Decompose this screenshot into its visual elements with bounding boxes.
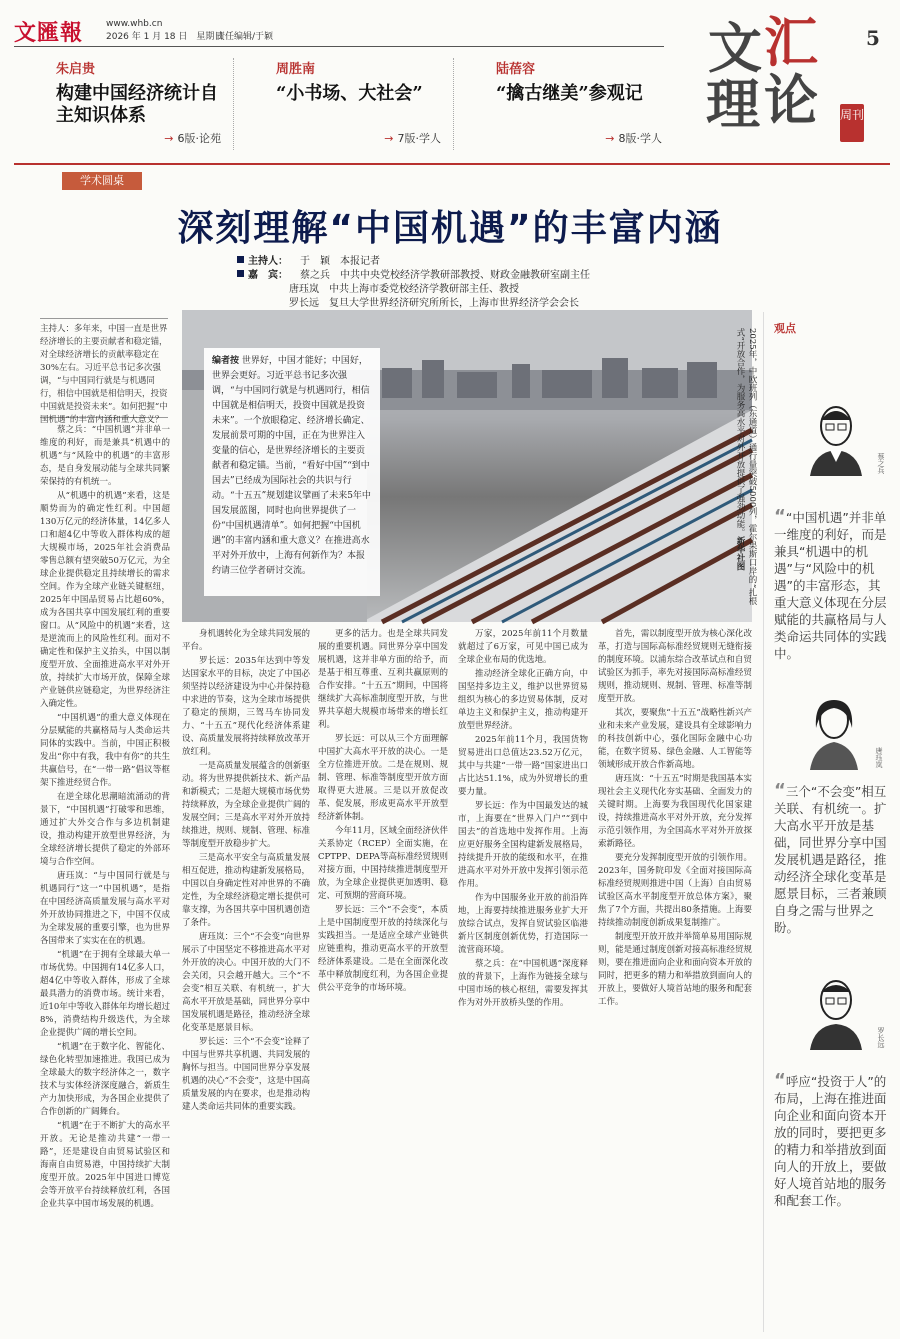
quote-mark-icon: “ <box>774 1070 786 1091</box>
pull-quote: “三个“不会变”相互关联、有机统一。扩大高水平开放是基础，同世界分享中国发展机遇是路径，推动经济全球化变革是愿景目标，三者兼顾自身之需与世界之盼。 <box>774 780 887 935</box>
masthead-meta <box>106 18 274 44</box>
masthead <box>14 10 694 50</box>
teaser-title[interactable]: 构建中国经济统计自主知识体系 <box>56 83 218 126</box>
paragraph: 罗长远：2035年达到中等发达国家水平的目标，决定了中国必须坚持以经济建设为中心并保持稳中求进的节奏，这为全球市场提供了稳定的预期，三驾马车协同发力、“十五五”现代化经济体系建设、高质量发展将持续释放改革开放红利。 <box>182 656 310 757</box>
guest-row: 嘉 宾： 蔡之兵 中共中央党校经济学教研部教授、财政金融教研室副主任 <box>237 269 737 283</box>
article-column-1 <box>40 424 170 1332</box>
portrait-cai <box>804 398 885 476</box>
square-bullet-icon <box>237 256 244 263</box>
page-headline: 深刻理解“中国机遇”的丰富内涵 <box>177 208 723 249</box>
newspaper-logo: 文匯報 <box>14 20 84 46</box>
section-tag: 学术圆桌 <box>62 172 142 190</box>
opinion-sidebar <box>763 312 889 1332</box>
teaser-page-ref[interactable]: → 6版·论苑 <box>164 132 221 145</box>
teaser-author: 周胜南 <box>276 62 316 77</box>
paragraph: 三是高水平安全与高质量发展相互促进，推动构建新发展格局，中国以自身确定性对冲世界的不确定性，为全球经济稳定增长提供可靠支撑，为各国共享中国机遇创造了条件。 <box>182 853 310 928</box>
section-rule <box>14 163 890 165</box>
paragraph: 罗长远：三个“不会变”，本质上是中国制度型开放的持续深化与实践担当。一是适应全球产业链供应链重构，推动更高水平的开放型经济体系建设。二是在全面深化改革中释放制度红利，为各国企业提供公平竞争的市场环境。 <box>318 905 448 993</box>
teaser-title[interactable]: “擒古继美”参观记 <box>496 83 643 104</box>
teaser-strip <box>14 58 684 150</box>
arrow-right-icon: → <box>605 132 615 145</box>
paragraph: 罗长远：作为中国最发达的城市，上海要在“世界入门户”“到中国去”的首选地中发挥作用。上海应更好服务全国构建新发展格局，持续提升开放的能级和水平，在推进高水平对外开放中发挥引领示范作用。 <box>458 801 588 889</box>
teaser-item[interactable] <box>234 58 454 150</box>
article-column-2 <box>182 628 310 1332</box>
site-url[interactable]: www.whb.cn <box>106 19 163 29</box>
paragraph: 推动经济全球化正确方向，中国坚持多边主义，维护以世界贸易组织为核心的多边贸易体制，反对单边主义和保护主义，推动构建开放型世界经济。 <box>458 669 588 731</box>
paragraph: 唐珏岚：“十五五”时期是我国基本实现社会主义现代化夯实基础、全面发力的关键时期。上海要为我国现代化国家建设，持续推进高水平对外开放，充分发挥示范引领作用，为全国高水平对外开放探索新路径。 <box>598 774 752 849</box>
host-row: 主持人： 于 颖 本报记者 <box>237 255 737 269</box>
person-sketch-icon <box>804 972 868 1050</box>
photo-credit: 新华社图 <box>735 536 745 571</box>
paragraph: 要充分发挥制度型开放的引领作用。2023年，国务院印发《全面对接国际高标准经贸规则推进中国（上海）自由贸易试验区高水平制度型开放总体方案》，聚焦了7个方面，共提出80条措施。上海要持续推动制度创新成果复制推广。 <box>598 853 752 928</box>
brand-char: 汇 <box>764 10 818 74</box>
guest-row <box>237 283 737 297</box>
paragraph: 唐珏岚：“与中国同行就是与机遇同行”这一“中国机遇”，是指在中国经济高质量发展与高水平对外开放协同推进之下，中国不仅成为全球发展的重要引擎，也为世界各国带来了实实在在的机遇。 <box>40 871 170 946</box>
page-number: 5 <box>866 26 880 50</box>
paragraph: 万家，2025年前11个月数量就超过了6万家，可见中国已成为全球企业布局的优选地。 <box>458 629 588 665</box>
teaser-page-ref[interactable]: → 7版·学人 <box>384 132 441 145</box>
quote-mark-icon: “ <box>774 506 786 527</box>
sidebar-label: 观点 <box>774 322 796 335</box>
hosts-block <box>237 255 737 311</box>
brand-char: 理 <box>706 72 760 136</box>
teaser-item[interactable] <box>14 58 234 150</box>
paragraph: 作为中国服务业开放的前沿阵地，上海要持续推进服务业扩大开放综合试点，发挥自贸试验区临港新片区制度创新优势，打造国际一流营商环境。 <box>458 893 588 955</box>
paragraph: 一是高质量发展蕴含的创新驱动。将为世界提供新技术、新产品和新模式；二是超大规模市场优势持续释放，为全球企业提供广阔的发展空间；三是高水平对外开放持续推进，规则、规制、管理、标准等制度型开放稳步扩大。 <box>182 761 310 849</box>
brand-char: 文 <box>708 16 762 80</box>
article-column-5 <box>598 628 752 1332</box>
paragraph: 蔡之兵：“中国机遇”并非单一维度的利好，而是兼具“机遇中的机遇”与“风险中的机遇”的丰富形态，是自身发展动能与全球共同繁荣保持的有机统一。 <box>40 425 170 487</box>
arrow-right-icon: → <box>164 132 174 145</box>
paragraph: “中国机遇”的重大意义体现在分层赋能的共赢格局与人类命运共同体的实践中。当前，中国正积极发出“你中有我，我中有你”的共生共赢信号，在“一带一路”倡议等框架下推进经贸合作。 <box>40 713 170 788</box>
paragraph: 从“机遇中的机遇”来看，这是顺势而为的确定性红利。中国超130万亿元的经济体量，14亿多人口和超4亿中等收入群体构成的超大规模市场，2025年社会消费品零售总额有望突破50万亿元，为全球企业提供稳定且持续增长的需求空间。作为全球产业链关键枢纽，2025年中国品贸易占比超60%，成为各国共享中国发展红利的重要窗口。从“风险中的机遇”来看，这是逆流而上的风险性红利。面对不确定性和保护主义抬头，中国以制度型开放、全面推进高水平对外开放，持续扩大市场开放，保障全球产业链供应链稳定，为世界经济注入确定性。 <box>40 491 170 709</box>
photo-caption: 2025年，中欧班列（东通道）通行量突破5000列，霍尔果斯口岸的“扎根式”开放合作，为服务高水平对外开放提供了强劲动能。新华社图 <box>735 328 757 606</box>
teaser-page-ref[interactable]: → 8版·学人 <box>605 132 662 145</box>
portrait-name: 唐珏岚 <box>875 747 883 768</box>
editor-credit: 责任编辑/于颖 <box>216 32 274 42</box>
paragraph: “机遇”在于数字化、智能化、绿色化转型加速推进。我国已成为全球最大的数字经济体之一，数字技术与实体经济深度融合，新质生产力加快形成，为各国企业提供了合作创新的广阔舞台。 <box>40 1042 170 1117</box>
paragraph: 在逆全球化思潮暗流涌动的背景下，“中国机遇”打破零和思维，通过扩大外交合作与多边机制建设，推动构建开放型世界经济，为全球经济增长提供了稳定的外部环境与合作空间。 <box>40 792 170 867</box>
quote-mark-icon: “ <box>774 780 786 801</box>
portrait-name: 罗长远 <box>877 1027 885 1048</box>
paragraph: 首先，需以制度型开放为核心深化改革，打造与国际高标准经贸规则无缝衔接的制度环境。以浦东综合改革试点和自贸试验区为抓手，率先对接国际高标准经贸规则，推动规则、规制、管理、标准等制度型开放。 <box>598 629 752 704</box>
article-column-3 <box>318 628 448 1332</box>
teaser-author: 陆蓓容 <box>496 62 536 77</box>
portrait-tang <box>802 692 883 770</box>
paragraph: 罗长远：三个“不会变”诠释了中国与世界共享机遇、共同发展的胸怀与担当。中国同世界分享发展机遇的决心“不会变”，这是中国高质量发展的内在要求，也是推动构建人类命运共同体的重要实践。 <box>182 1037 310 1112</box>
paragraph: 蔡之兵：在“中国机遇”深度释放的背景下，上海作为链接全球与中国市场的核心枢纽，需要发挥其作为对外开放桥头堡的作用。 <box>458 959 588 1008</box>
brand-char: 论 <box>764 68 818 132</box>
arrow-right-icon: → <box>384 132 394 145</box>
person-sketch-icon <box>804 398 868 476</box>
guest-entry: 蔡之兵 中共中央党校经济学教研部教授、财政金融教研室副主任 <box>300 270 590 281</box>
teaser-title[interactable]: “小书场、大社会” <box>276 83 423 104</box>
editor-note-text: 世界好，中国才能好；中国好，世界会更好。习近平总书记多次强调，“与中国同行就是与机遇同行，相信中国就是相信明天，投资中国就是投资未来”。一个放眼稳定、经济增长确定、发展前景可期的中国，正在为世界注入变量的信心，是世界经济增长的主要贡献者和稳定锚。当前，“看好中国”“到中国去”已经成为国际社会的共识与行动。“十五五”规划建议擘画了未来5年中国发展蓝图，同时也向世界提供了一份“中国机遇清单”。如何把握“中国机遇”的丰富内涵和重大意义？在推进高水平对外开放中，上海有何新作为？本报约请三位学者研讨交流。 <box>212 356 371 576</box>
paragraph: 身机遇转化为全球共同发展的平台。 <box>182 629 310 652</box>
person-sketch-icon <box>802 692 866 770</box>
guest-row <box>237 297 737 311</box>
article-column-4 <box>458 628 588 1332</box>
paragraph: 制度型开放开放并举简单易用国际规则，能是通过制度创新对接高标准经贸规则，要在推进面向企业和面向资本开放的同时，把更多的精力和举措放到面向人的开放上，要做好人境首站地的服务和配套工作。 <box>598 932 752 1007</box>
paragraph: 唐珏岚：三个“不会变”向世界展示了中国坚定不移推进高水平对外开放的决心。中国开放的大门不会关闭，只会越开越大。三个“不会变”相互关联、有机统一，扩大高水平开放是基础，同世界分享中国发展机遇是路径，推动经济全球化变革是愿景目标。 <box>182 932 310 1033</box>
editor-note-label: 编者按 <box>212 356 240 366</box>
portrait-name: 蔡之兵 <box>877 453 885 474</box>
weekly-badge: 周刊 <box>840 104 864 142</box>
issue-date: 2026 年 1 月 18 日 星期日 <box>106 32 224 42</box>
editor-note <box>204 348 380 596</box>
paragraph: 罗长远：可以从三个方面理解中国扩大高水平开放的决心。一是全方位推进开放。二是在规则、规制、管理、标准等制度型开放方面取得更大进展。三是以开放促改革、促发展，形成更高水平开放型经济新体制。 <box>318 734 448 822</box>
teaser-item[interactable] <box>454 58 674 150</box>
teaser-author: 朱启贵 <box>56 62 96 77</box>
paragraph: 更多的活力。也是全球共同发展的重要机遇。同世界分享中国发展机遇，这并非单方面的给予，而是基于相互尊重、互利共赢原则的合作安排。“十五五”期间，中国将继续扩大高标准制度型开放，与世界共享超大规模市场带来的增长红利。 <box>318 629 448 730</box>
square-bullet-icon <box>237 270 244 277</box>
host-intro: 主持人：多年来，中国一直是世界经济增长的主要贡献者和稳定锚，对全球经济增长的贡献率稳定在30%左右。习近平总书记多次强调，“与中国同行就是与机遇同行，相信中国就是相信明天，投资中国就是投资未来”。如何把握“中国机遇”的丰富内涵和重大意义？ <box>40 318 168 418</box>
paragraph: “机遇”在于不断扩大的高水平开放。无论是推动共建“一带一路”，还是建设自由贸易试验区和海南自由贸易港，中国持续扩大制度型开放。2025年中国进口博览会等开放平台持续释放红利，各国企业共享中国市场发展的机遇。 <box>40 1121 170 1209</box>
paragraph: “机遇”在于拥有全球最大单一市场优势。中国拥有14亿多人口，超4亿中等收入群体，形成了全球最具潜力的消费市场。统计来看，近10年中等收入群体年均增长超过8%，消费结构升级迭代，为全球企业提供广阔的增长空间。 <box>40 950 170 1038</box>
portrait-luo <box>804 972 885 1050</box>
pull-quote: ““中国机遇”并非单一维度的利好，而是兼具“机遇中的机遇”与“风险中的机遇”的丰富形态，其重大意义体现在分层赋能的共赢格局与人类命运共同体的实践中。 <box>774 506 887 661</box>
paragraph: 今年11月，区域全面经济伙伴关系协定（RCEP）全面实施，在CPTPP、DEPA等高标准经贸规则对接方面，中国持续推进制度型开放，为全球企业提供更加透明、稳定、可预期的营商环境。 <box>318 826 448 901</box>
host-name: 于 颖 本报记者 <box>300 256 380 267</box>
section-brand <box>700 10 890 160</box>
pull-quote: “呼应“投资于人”的布局，上海在推进面向企业和面向资本开放的同时，要把更多的精力和举措放到面向人的开放上，要做好人境首站地的服务和配套工作。 <box>774 1070 887 1208</box>
paragraph: 其次，要聚焦“十五五”战略性新兴产业和未来产业发展，建设具有全球影响力的科技创新中心，强化国际金融中心功能，在数字贸易、绿色金融、人工智能等领域形成开放合作新高地。 <box>598 708 752 770</box>
guest-entry: 罗长远 复旦大学世界经济研究所所长，上海市世界经济学会会长 <box>289 298 579 309</box>
masthead-rule <box>14 46 664 47</box>
guest-entry: 唐珏岚 中共上海市委党校经济学教研部主任、教授 <box>289 284 519 295</box>
paragraph: 2025年前11个月，我国货物贸易进出口总值达23.52万亿元，其中与共建“一带一路”国家进出口占比达51.1%，成为外贸增长的重要力量。 <box>458 735 588 797</box>
